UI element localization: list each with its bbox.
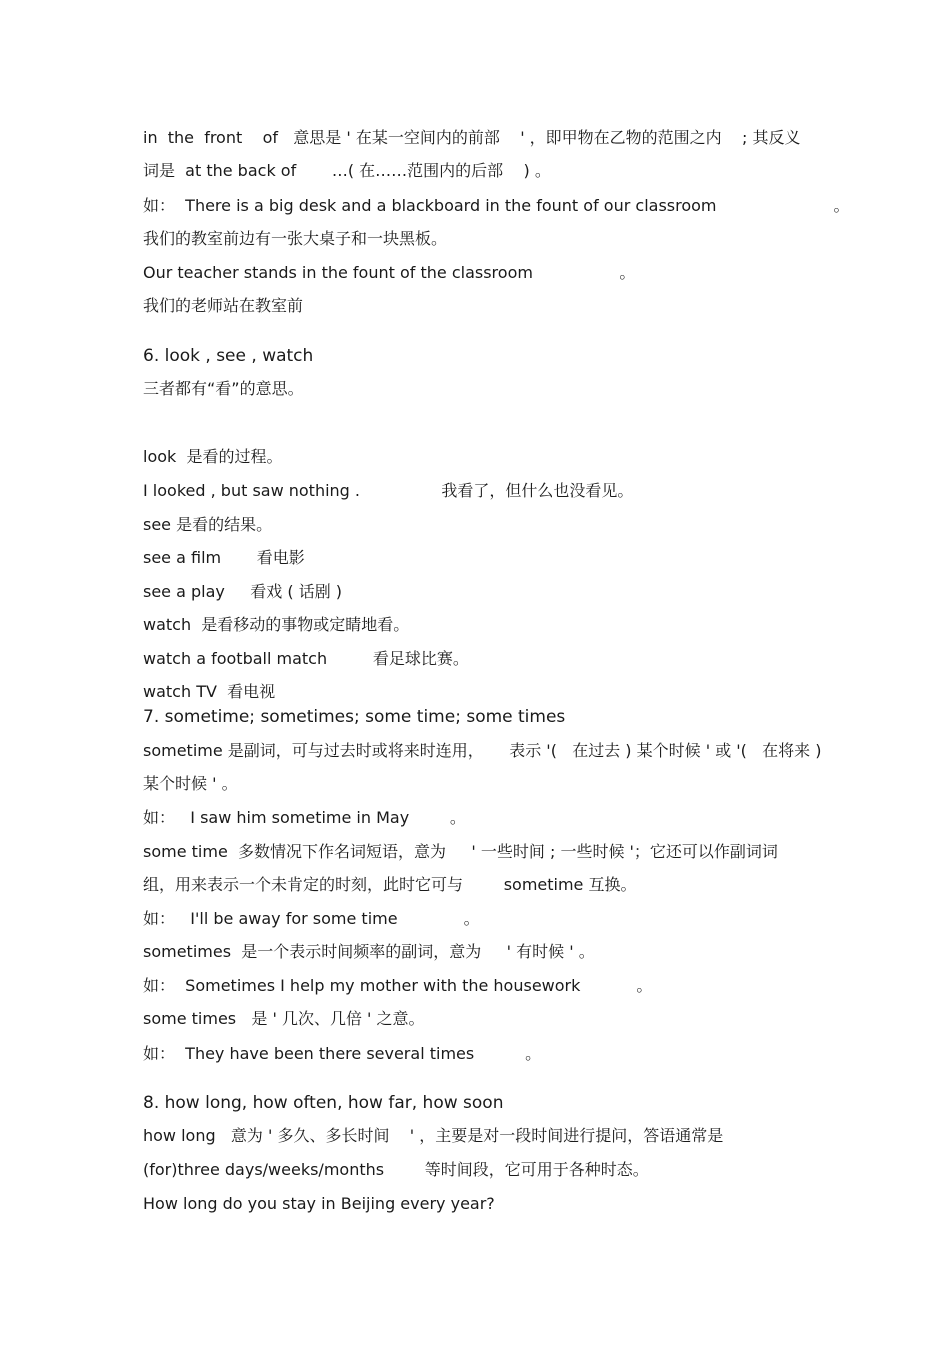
text-line: (for)three days/weeks/months 等时间段，它可用于各种时态。 [143,1160,649,1179]
text-line: 词是 at the back of …( 在……范围内的后部 ) 。 [143,161,551,180]
section-heading: 8. how long, how often, how far, how soon [143,1093,504,1113]
example-line: Our teacher stands in the fount of the classroom 。 [143,263,636,282]
text-line: sometime 是副词，可与过去时或将来时连用， 表示 '( 在过去 ) 某个时候 ' 或 '( 在将来 ) [143,741,822,760]
example-line: 如： I'll be away for some time 。 [143,909,480,928]
example-line: see a film 看电影 [143,548,305,567]
section-heading: 6. look , see , watch [143,346,314,366]
text-line: some times 是 ' 几次、几倍 ' 之意。 [143,1009,425,1028]
example-line: I looked , but saw nothing . 我看了，但什么也没看见。 [143,481,634,500]
text-line: look 是看的过程。 [143,447,283,466]
text-line: 三者都有“看”的意思。 [143,379,304,398]
example-line: watch a football match 看足球比赛。 [143,649,469,668]
section-heading: 7. sometime; sometimes; some time; some times [143,707,566,727]
example-line: 如： There is a big desk and a blackboard in the fount of our classroom 。 [143,196,850,215]
text-line: how long 意为 ' 多久、多长时间 ' ，主要是对一段时间进行提问，答语通常是 [143,1126,724,1145]
text-line: sometimes 是一个表示时间频率的副词，意为 ' 有时候 ' 。 [143,942,595,961]
translation-line: 我们的老师站在教室前 [143,296,304,315]
example-line: watch TV 看电视 [143,682,276,701]
text-line: in the front of 意思是 ' 在某一空间内的前部 ' ，即甲物在乙物的范围之内 ; 其反义 [143,128,801,147]
translation-line: 我们的教室前边有一张大桌子和一块黑板。 [143,229,448,248]
text-line: watch 是看移动的事物或定睛地看。 [143,615,410,634]
example-line: 如： Sometimes I help my mother with the housework 。 [143,976,653,995]
text-line: see 是看的结果。 [143,515,273,534]
text-line: 某个时候 ' 。 [143,774,238,793]
text-line: 组，用来表示一个未肯定的时刻，此时它可与 sometime 互换。 [143,875,637,894]
example-line: see a play 看戏 ( 话剧 ) [143,582,343,601]
text-line: some time 多数情况下作名词短语，意为 ' 一些时间 ; 一些时候 '；它还可以作副词词 [143,842,778,861]
example-line: 如： I saw him sometime in May 。 [143,808,466,827]
example-line: How long do you stay in Beijing every year? [143,1194,495,1213]
example-line: 如： They have been there several times 。 [143,1044,542,1063]
